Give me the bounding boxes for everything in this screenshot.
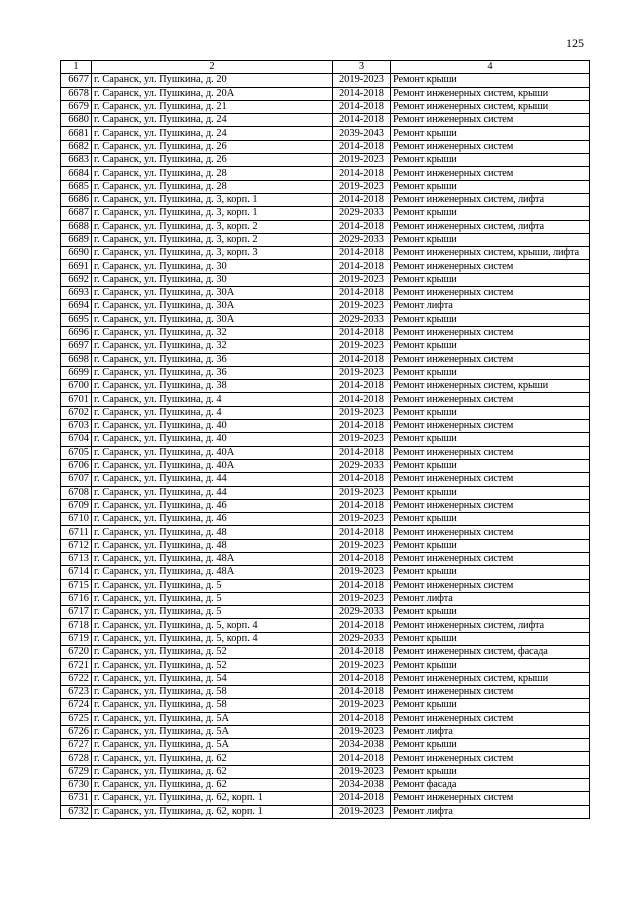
- row-address: г. Саранск, ул. Пушкина, д. 40А: [92, 446, 333, 459]
- row-work-type: Ремонт инженерных систем, крыши: [391, 672, 590, 685]
- row-period: 2019-2023: [333, 154, 391, 167]
- row-work-type: Ремонт инженерных систем: [391, 526, 590, 539]
- row-period: 2029-2033: [333, 207, 391, 220]
- row-period: 2029-2033: [333, 459, 391, 472]
- table-row: [61, 300, 590, 313]
- row-work-type: Ремонт крыши: [391, 459, 590, 472]
- table-row: [61, 672, 590, 685]
- table-row: [61, 233, 590, 246]
- table-row: [61, 180, 590, 193]
- row-work-type: Ремонт инженерных систем: [391, 420, 590, 433]
- column-header-number: 1: [61, 61, 92, 74]
- row-address: г. Саранск, ул. Пушкина, д. 32: [92, 326, 333, 339]
- row-work-type: Ремонт крыши: [391, 180, 590, 193]
- row-number: 6729: [61, 765, 92, 778]
- row-period: 2014-2018: [333, 752, 391, 765]
- row-period: 2039-2043: [333, 127, 391, 140]
- row-number: 6678: [61, 87, 92, 100]
- row-work-type: Ремонт крыши: [391, 154, 590, 167]
- row-work-type: Ремонт инженерных систем: [391, 260, 590, 273]
- row-address: г. Саранск, ул. Пушкина, д. 58: [92, 699, 333, 712]
- row-address: г. Саранск, ул. Пушкина, д. 3, корп. 2: [92, 233, 333, 246]
- row-work-type: Ремонт крыши: [391, 606, 590, 619]
- row-number: 6685: [61, 180, 92, 193]
- row-number: 6728: [61, 752, 92, 765]
- row-address: г. Саранск, ул. Пушкина, д. 36: [92, 366, 333, 379]
- table-row: [61, 739, 590, 752]
- row-work-type: Ремонт инженерных систем, крыши: [391, 380, 590, 393]
- row-work-type: Ремонт крыши: [391, 513, 590, 526]
- row-number: 6709: [61, 499, 92, 512]
- row-address: г. Саранск, ул. Пушкина, д. 24: [92, 127, 333, 140]
- row-work-type: Ремонт инженерных систем, крыши: [391, 100, 590, 113]
- row-work-type: Ремонт лифта: [391, 592, 590, 605]
- row-work-type: Ремонт инженерных систем: [391, 167, 590, 180]
- row-number: 6681: [61, 127, 92, 140]
- row-address: г. Саранск, ул. Пушкина, д. 26: [92, 140, 333, 153]
- row-number: 6723: [61, 685, 92, 698]
- row-period: 2014-2018: [333, 287, 391, 300]
- row-address: г. Саранск, ул. Пушкина, д. 62, корп. 1: [92, 792, 333, 805]
- row-work-type: Ремонт инженерных систем, лифта: [391, 193, 590, 206]
- row-work-type: Ремонт инженерных систем: [391, 326, 590, 339]
- row-period: 2014-2018: [333, 446, 391, 459]
- page-number: 125: [566, 36, 584, 50]
- header-row: [61, 61, 590, 74]
- row-period: 2019-2023: [333, 566, 391, 579]
- row-number: 6732: [61, 805, 92, 818]
- row-number: 6702: [61, 406, 92, 419]
- table-row: [61, 340, 590, 353]
- row-period: 2014-2018: [333, 552, 391, 565]
- row-work-type: Ремонт инженерных систем: [391, 393, 590, 406]
- table-row: [61, 499, 590, 512]
- row-period: 2014-2018: [333, 646, 391, 659]
- row-address: г. Саранск, ул. Пушкина, д. 48А: [92, 552, 333, 565]
- row-period: 2019-2023: [333, 725, 391, 738]
- row-work-type: Ремонт крыши: [391, 539, 590, 552]
- row-period: 2029-2033: [333, 313, 391, 326]
- row-work-type: Ремонт фасада: [391, 779, 590, 792]
- row-address: г. Саранск, ул. Пушкина, д. 48: [92, 526, 333, 539]
- row-number: 6716: [61, 592, 92, 605]
- row-number: 6707: [61, 473, 92, 486]
- row-address: г. Саранск, ул. Пушкина, д. 62, корп. 1: [92, 805, 333, 818]
- table-row: [61, 207, 590, 220]
- row-work-type: Ремонт крыши: [391, 486, 590, 499]
- table-row: [61, 353, 590, 366]
- table-row: [61, 473, 590, 486]
- row-period: 2014-2018: [333, 619, 391, 632]
- table-row: [61, 699, 590, 712]
- row-work-type: Ремонт инженерных систем, фасада: [391, 646, 590, 659]
- row-number: 6682: [61, 140, 92, 153]
- row-address: г. Саранск, ул. Пушкина, д. 28: [92, 180, 333, 193]
- row-period: 2014-2018: [333, 114, 391, 127]
- row-number: 6691: [61, 260, 92, 273]
- row-number: 6724: [61, 699, 92, 712]
- row-period: 2029-2033: [333, 233, 391, 246]
- table-row: [61, 167, 590, 180]
- row-address: г. Саранск, ул. Пушкина, д. 46: [92, 499, 333, 512]
- table-row: [61, 459, 590, 472]
- row-address: г. Саранск, ул. Пушкина, д. 30А: [92, 287, 333, 300]
- row-address: г. Саранск, ул. Пушкина, д. 3, корп. 3: [92, 247, 333, 260]
- row-number: 6711: [61, 526, 92, 539]
- row-period: 2014-2018: [333, 247, 391, 260]
- table-row: [61, 433, 590, 446]
- row-work-type: Ремонт крыши: [391, 433, 590, 446]
- row-address: г. Саранск, ул. Пушкина, д. 40: [92, 433, 333, 446]
- row-address: г. Саранск, ул. Пушкина, д. 40: [92, 420, 333, 433]
- row-address: г. Саранск, ул. Пушкина, д. 3, корп. 1: [92, 193, 333, 206]
- row-work-type: Ремонт инженерных систем: [391, 579, 590, 592]
- column-header-period: 3: [333, 61, 391, 74]
- row-number: 6677: [61, 74, 92, 87]
- row-number: 6693: [61, 287, 92, 300]
- row-period: 2014-2018: [333, 193, 391, 206]
- row-work-type: Ремонт крыши: [391, 699, 590, 712]
- row-number: 6689: [61, 233, 92, 246]
- row-work-type: Ремонт инженерных систем: [391, 114, 590, 127]
- row-address: г. Саранск, ул. Пушкина, д. 5А: [92, 725, 333, 738]
- row-number: 6683: [61, 154, 92, 167]
- table-row: [61, 446, 590, 459]
- row-period: 2019-2023: [333, 592, 391, 605]
- row-period: 2014-2018: [333, 579, 391, 592]
- table-row: [61, 74, 590, 87]
- row-address: г. Саранск, ул. Пушкина, д. 36: [92, 353, 333, 366]
- row-period: 2014-2018: [333, 473, 391, 486]
- table-row: [61, 273, 590, 286]
- row-work-type: Ремонт инженерных систем, крыши, лифта: [391, 247, 590, 260]
- row-period: 2019-2023: [333, 659, 391, 672]
- row-period: 2014-2018: [333, 100, 391, 113]
- row-address: г. Саранск, ул. Пушкина, д. 52: [92, 646, 333, 659]
- row-work-type: Ремонт крыши: [391, 233, 590, 246]
- row-number: 6706: [61, 459, 92, 472]
- row-address: г. Саранск, ул. Пушкина, д. 24: [92, 114, 333, 127]
- row-number: 6715: [61, 579, 92, 592]
- table-row: [61, 779, 590, 792]
- row-address: г. Саранск, ул. Пушкина, д. 4: [92, 406, 333, 419]
- row-address: г. Саранск, ул. Пушкина, д. 30: [92, 273, 333, 286]
- row-work-type: Ремонт крыши: [391, 659, 590, 672]
- table-row: [61, 154, 590, 167]
- table-row: [61, 220, 590, 233]
- row-number: 6708: [61, 486, 92, 499]
- table-row: [61, 752, 590, 765]
- row-address: г. Саранск, ул. Пушкина, д. 5А: [92, 712, 333, 725]
- row-period: 2014-2018: [333, 87, 391, 100]
- row-number: 6703: [61, 420, 92, 433]
- row-number: 6730: [61, 779, 92, 792]
- row-number: 6699: [61, 366, 92, 379]
- row-address: г. Саранск, ул. Пушкина, д. 4: [92, 393, 333, 406]
- row-period: 2019-2023: [333, 699, 391, 712]
- row-address: г. Саранск, ул. Пушкина, д. 44: [92, 473, 333, 486]
- row-number: 6695: [61, 313, 92, 326]
- row-number: 6713: [61, 552, 92, 565]
- row-address: г. Саранск, ул. Пушкина, д. 20А: [92, 87, 333, 100]
- table-row: [61, 685, 590, 698]
- row-address: г. Саранск, ул. Пушкина, д. 48: [92, 539, 333, 552]
- table-row: [61, 579, 590, 592]
- row-number: 6687: [61, 207, 92, 220]
- row-period: 2014-2018: [333, 712, 391, 725]
- table-row: [61, 805, 590, 818]
- row-address: г. Саранск, ул. Пушкина, д. 62: [92, 779, 333, 792]
- row-period: 2019-2023: [333, 513, 391, 526]
- row-work-type: Ремонт крыши: [391, 273, 590, 286]
- row-address: г. Саранск, ул. Пушкина, д. 5: [92, 592, 333, 605]
- column-header-work-type: 4: [391, 61, 590, 74]
- table-row: [61, 287, 590, 300]
- table-row: [61, 100, 590, 113]
- row-address: г. Саранск, ул. Пушкина, д. 32: [92, 340, 333, 353]
- row-period: 2029-2033: [333, 632, 391, 645]
- row-address: г. Саранск, ул. Пушкина, д. 52: [92, 659, 333, 672]
- row-number: 6700: [61, 380, 92, 393]
- row-period: 2019-2023: [333, 273, 391, 286]
- table-row: [61, 632, 590, 645]
- table-row: [61, 260, 590, 273]
- row-number: 6698: [61, 353, 92, 366]
- row-work-type: Ремонт инженерных систем, лифта: [391, 619, 590, 632]
- row-work-type: Ремонт лифта: [391, 300, 590, 313]
- table-row: [61, 725, 590, 738]
- row-period: 2019-2023: [333, 433, 391, 446]
- row-period: 2014-2018: [333, 326, 391, 339]
- row-period: 2019-2023: [333, 366, 391, 379]
- table-row: [61, 619, 590, 632]
- row-number: 6694: [61, 300, 92, 313]
- row-number: 6726: [61, 725, 92, 738]
- row-address: г. Саранск, ул. Пушкина, д. 46: [92, 513, 333, 526]
- row-period: 2034-2038: [333, 739, 391, 752]
- row-work-type: Ремонт лифта: [391, 805, 590, 818]
- table-row: [61, 87, 590, 100]
- row-period: 2014-2018: [333, 260, 391, 273]
- table-row: [61, 366, 590, 379]
- table-row: [61, 140, 590, 153]
- row-work-type: Ремонт лифта: [391, 725, 590, 738]
- row-number: 6680: [61, 114, 92, 127]
- row-work-type: Ремонт инженерных систем: [391, 287, 590, 300]
- row-number: 6712: [61, 539, 92, 552]
- row-number: 6727: [61, 739, 92, 752]
- row-address: г. Саранск, ул. Пушкина, д. 38: [92, 380, 333, 393]
- table-row: [61, 247, 590, 260]
- row-number: 6705: [61, 446, 92, 459]
- row-period: 2034-2038: [333, 779, 391, 792]
- table-row: [61, 765, 590, 778]
- table-row: [61, 659, 590, 672]
- row-address: г. Саранск, ул. Пушкина, д. 48А: [92, 566, 333, 579]
- row-period: 2014-2018: [333, 380, 391, 393]
- row-period: 2029-2033: [333, 606, 391, 619]
- row-work-type: Ремонт крыши: [391, 739, 590, 752]
- row-number: 6704: [61, 433, 92, 446]
- row-work-type: Ремонт инженерных систем, крыши: [391, 87, 590, 100]
- row-period: 2014-2018: [333, 220, 391, 233]
- table-row: [61, 526, 590, 539]
- row-address: г. Саранск, ул. Пушкина, д. 62: [92, 765, 333, 778]
- row-number: 6686: [61, 193, 92, 206]
- table-row: [61, 420, 590, 433]
- table-row: [61, 406, 590, 419]
- row-address: г. Саранск, ул. Пушкина, д. 5: [92, 579, 333, 592]
- row-number: 6722: [61, 672, 92, 685]
- row-period: 2014-2018: [333, 792, 391, 805]
- table-row: [61, 486, 590, 499]
- row-work-type: Ремонт крыши: [391, 313, 590, 326]
- row-number: 6679: [61, 100, 92, 113]
- row-work-type: Ремонт инженерных систем, лифта: [391, 220, 590, 233]
- row-work-type: Ремонт крыши: [391, 207, 590, 220]
- row-period: 2014-2018: [333, 393, 391, 406]
- row-number: 6684: [61, 167, 92, 180]
- table-row: [61, 193, 590, 206]
- row-address: г. Саранск, ул. Пушкина, д. 5: [92, 606, 333, 619]
- row-work-type: Ремонт инженерных систем: [391, 446, 590, 459]
- row-number: 6714: [61, 566, 92, 579]
- table-row: [61, 712, 590, 725]
- table-row: [61, 606, 590, 619]
- row-work-type: Ремонт инженерных систем: [391, 712, 590, 725]
- row-work-type: Ремонт инженерных систем: [391, 685, 590, 698]
- row-period: 2014-2018: [333, 672, 391, 685]
- row-period: 2014-2018: [333, 420, 391, 433]
- row-period: 2019-2023: [333, 406, 391, 419]
- row-work-type: Ремонт крыши: [391, 566, 590, 579]
- row-number: 6688: [61, 220, 92, 233]
- row-address: г. Саранск, ул. Пушкина, д. 44: [92, 486, 333, 499]
- row-work-type: Ремонт инженерных систем: [391, 499, 590, 512]
- row-period: 2014-2018: [333, 353, 391, 366]
- row-address: г. Саранск, ул. Пушкина, д. 3, корп. 1: [92, 207, 333, 220]
- row-work-type: Ремонт инженерных систем: [391, 353, 590, 366]
- row-address: г. Саранск, ул. Пушкина, д. 5А: [92, 739, 333, 752]
- table-row: [61, 592, 590, 605]
- row-address: г. Саранск, ул. Пушкина, д. 3, корп. 2: [92, 220, 333, 233]
- row-number: 6701: [61, 393, 92, 406]
- table-row: [61, 792, 590, 805]
- row-work-type: Ремонт крыши: [391, 406, 590, 419]
- table-row: [61, 326, 590, 339]
- row-number: 6725: [61, 712, 92, 725]
- row-period: 2019-2023: [333, 74, 391, 87]
- row-number: 6692: [61, 273, 92, 286]
- row-address: г. Саранск, ул. Пушкина, д. 26: [92, 154, 333, 167]
- table-row: [61, 539, 590, 552]
- table-row: [61, 393, 590, 406]
- row-number: 6697: [61, 340, 92, 353]
- row-address: г. Саранск, ул. Пушкина, д. 58: [92, 685, 333, 698]
- row-period: 2019-2023: [333, 180, 391, 193]
- table-row: [61, 566, 590, 579]
- row-number: 6717: [61, 606, 92, 619]
- row-period: 2019-2023: [333, 340, 391, 353]
- row-work-type: Ремонт инженерных систем: [391, 752, 590, 765]
- row-period: 2019-2023: [333, 486, 391, 499]
- row-number: 6718: [61, 619, 92, 632]
- row-address: г. Саранск, ул. Пушкина, д. 30А: [92, 313, 333, 326]
- repair-schedule-table: [60, 60, 590, 819]
- row-address: г. Саранск, ул. Пушкина, д. 21: [92, 100, 333, 113]
- row-address: г. Саранск, ул. Пушкина, д. 30: [92, 260, 333, 273]
- column-header-address: 2: [92, 61, 333, 74]
- row-period: 2019-2023: [333, 805, 391, 818]
- row-address: г. Саранск, ул. Пушкина, д. 28: [92, 167, 333, 180]
- row-period: 2019-2023: [333, 539, 391, 552]
- row-work-type: Ремонт инженерных систем: [391, 552, 590, 565]
- row-number: 6721: [61, 659, 92, 672]
- table-header: [61, 61, 590, 74]
- row-address: г. Саранск, ул. Пушкина, д. 62: [92, 752, 333, 765]
- row-address: г. Саранск, ул. Пушкина, д. 54: [92, 672, 333, 685]
- row-period: 2014-2018: [333, 526, 391, 539]
- row-work-type: Ремонт крыши: [391, 340, 590, 353]
- row-address: г. Саранск, ул. Пушкина, д. 20: [92, 74, 333, 87]
- row-number: 6720: [61, 646, 92, 659]
- table-row: [61, 127, 590, 140]
- row-period: 2014-2018: [333, 499, 391, 512]
- row-number: 6710: [61, 513, 92, 526]
- row-work-type: Ремонт инженерных систем: [391, 473, 590, 486]
- row-work-type: Ремонт крыши: [391, 74, 590, 87]
- row-period: 2014-2018: [333, 167, 391, 180]
- row-period: 2014-2018: [333, 685, 391, 698]
- table-body: [61, 74, 590, 819]
- table-row: [61, 380, 590, 393]
- row-address: г. Саранск, ул. Пушкина, д. 5, корп. 4: [92, 632, 333, 645]
- row-work-type: Ремонт крыши: [391, 632, 590, 645]
- row-number: 6690: [61, 247, 92, 260]
- row-number: 6696: [61, 326, 92, 339]
- row-period: 2019-2023: [333, 765, 391, 778]
- row-address: г. Саранск, ул. Пушкина, д. 30А: [92, 300, 333, 313]
- table-row: [61, 114, 590, 127]
- row-address: г. Саранск, ул. Пушкина, д. 40А: [92, 459, 333, 472]
- row-number: 6719: [61, 632, 92, 645]
- table-row: [61, 313, 590, 326]
- table-row: [61, 646, 590, 659]
- row-work-type: Ремонт крыши: [391, 366, 590, 379]
- row-work-type: Ремонт крыши: [391, 127, 590, 140]
- row-number: 6731: [61, 792, 92, 805]
- table-row: [61, 552, 590, 565]
- row-period: 2014-2018: [333, 140, 391, 153]
- row-period: 2019-2023: [333, 300, 391, 313]
- row-work-type: Ремонт инженерных систем: [391, 792, 590, 805]
- row-work-type: Ремонт крыши: [391, 765, 590, 778]
- table-row: [61, 513, 590, 526]
- row-work-type: Ремонт инженерных систем: [391, 140, 590, 153]
- row-address: г. Саранск, ул. Пушкина, д. 5, корп. 4: [92, 619, 333, 632]
